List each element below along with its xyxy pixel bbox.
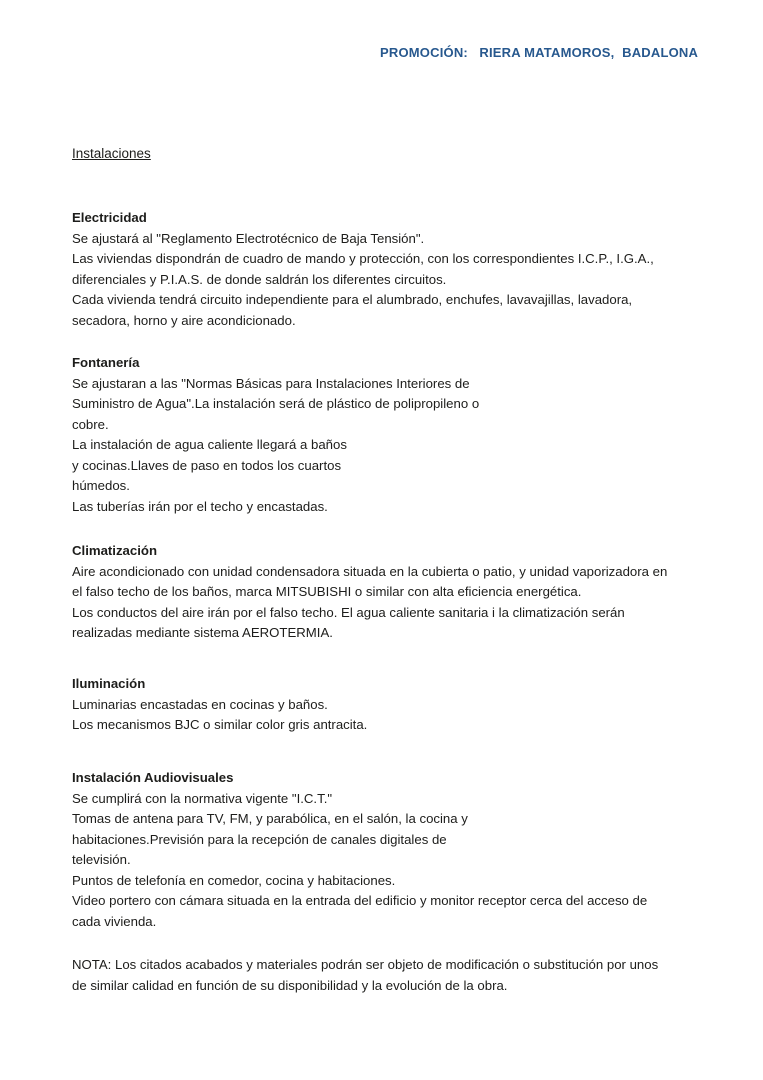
document-title: Instalaciones bbox=[72, 146, 151, 161]
text-line: La instalación de agua caliente llegará a baños bbox=[72, 437, 347, 452]
section-heading: Iluminación bbox=[72, 676, 146, 691]
text-line: realizadas mediante sistema AEROTERMIA. bbox=[72, 625, 333, 640]
text-line: cada vivienda. bbox=[72, 913, 157, 929]
section-iluminacion bbox=[72, 674, 723, 736]
text-line: cobre. bbox=[72, 416, 109, 432]
text-line: Se ajustará al "Reglamento Electrotécnico de Baja Tensión". bbox=[72, 230, 425, 246]
text-line: y cocinas.Llaves de paso en todos los cuartos bbox=[72, 457, 342, 473]
text-line: Se cumplirá con la normativa vigente "I.C.T." bbox=[72, 790, 333, 806]
section-instalacion-audiovisuales bbox=[72, 768, 723, 932]
text-line: Las tuberías irán por el techo y encastadas. bbox=[72, 498, 328, 514]
text-line: Luminarias encastadas en cocinas y baños. bbox=[72, 696, 328, 712]
text-line: Las viviendas dispondrán de cuadro de mando y protección, con los correspondientes I.C.P., I.G.A., bbox=[72, 251, 654, 266]
text-line: diferenciales y P.I.A.S. de donde saldrán los diferentes circuitos. bbox=[72, 271, 447, 287]
text-line: Video portero con cámara situada en la entrada del edificio y monitor receptor cerca del acceso de bbox=[72, 893, 648, 908]
text-line: húmedos. bbox=[72, 478, 130, 493]
text-line: NOTA: Los citados acabados y materiales podrán ser objeto de modificación o substitución por unos bbox=[72, 957, 659, 972]
text-line: de similar calidad en función de su disponibilidad y la evolución de la obra. bbox=[72, 977, 508, 993]
text-line: habitaciones.Previsión para la recepción de canales digitales de bbox=[72, 831, 447, 847]
text-line: Cada vivienda tendrá circuito independiente para el alumbrado, enchufes, lavavajillas, lavadora, bbox=[72, 292, 633, 307]
section-electricidad bbox=[72, 208, 723, 331]
note-paragraph bbox=[72, 955, 723, 996]
section-heading: Electricidad bbox=[72, 210, 147, 225]
text-line: Aire acondicionado con unidad condensadora situada en la cubierta o patio, y unidad vaporizadora en bbox=[72, 563, 668, 579]
text-line: Tomas de antena para TV, FM, y parabólica, en el salón, la cocina y bbox=[72, 811, 468, 826]
text-line: Suministro de Agua".La instalación será de plástico de polipropileno o bbox=[72, 396, 480, 411]
text-line: secadora, horno y aire acondicionado. bbox=[72, 312, 296, 328]
text-line: Se ajustaran a las "Normas Básicas para Instalaciones Interiores de bbox=[72, 375, 470, 391]
text-line: Los conductos del aire irán por el falso techo. El agua caliente sanitaria i la climatización serán bbox=[72, 604, 625, 620]
section-heading: Climatización bbox=[72, 543, 158, 558]
text-line: el falso techo de los baños, marca MITSUBISHI o similar con alta eficiencia energética. bbox=[72, 584, 582, 599]
section-climatizacion bbox=[72, 541, 723, 644]
section-heading: Instalación Audiovisuales bbox=[72, 770, 234, 785]
text-line: Puntos de telefonía en comedor, cocina y habitaciones. bbox=[72, 872, 396, 888]
text-line: televisión. bbox=[72, 852, 131, 867]
section-fontaneria bbox=[72, 353, 723, 517]
text-line: Los mecanismos BJC o similar color gris antracita. bbox=[72, 717, 368, 732]
section-heading: Fontanería bbox=[72, 355, 140, 370]
promotion-header: PROMOCIÓN: RIERA MATAMOROS, BADALONA bbox=[380, 45, 699, 60]
